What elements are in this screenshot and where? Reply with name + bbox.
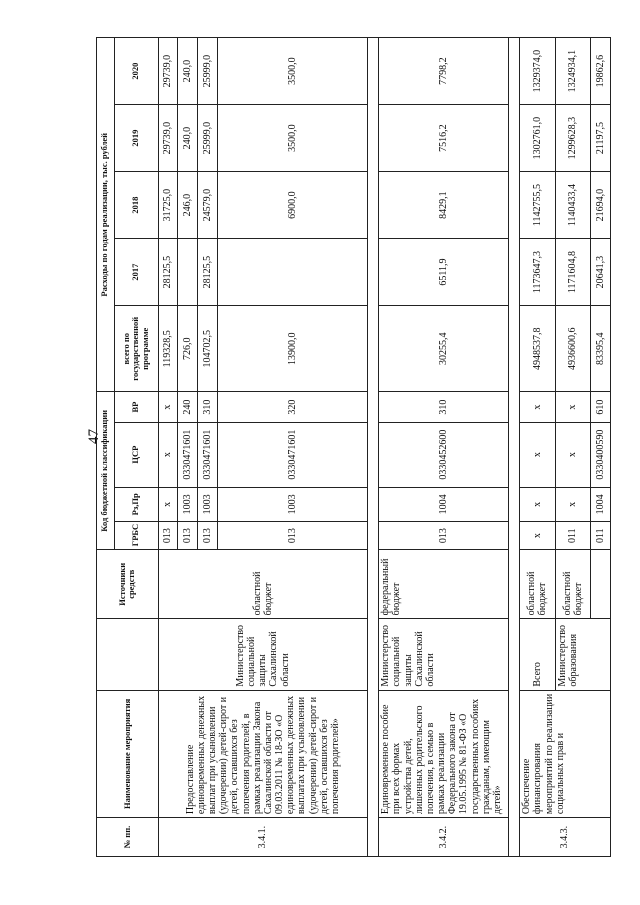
cell-2020: 3500,0 <box>218 38 368 105</box>
cell-rzpr: 1004 <box>591 487 611 522</box>
funding-source <box>591 550 611 619</box>
cell-2018: 8429,1 <box>379 172 509 239</box>
cell-2019: 1299628,3 <box>555 105 590 172</box>
cell-total: 726,0 <box>178 306 198 392</box>
cell-csr: х <box>520 422 555 487</box>
cell-2018: 1140433,4 <box>555 172 590 239</box>
cell-vr: 310 <box>198 392 218 422</box>
cell-rzpr: 1003 <box>218 487 368 522</box>
header-2020: 2020 <box>114 38 158 105</box>
rotated-table-container <box>96 37 611 857</box>
executor: Министерство социальной защиты Сахалинской области <box>158 619 368 690</box>
header-expenses: Расходы по годам реализации, тыс. рублей <box>97 38 115 392</box>
cell-2020: 1324934,1 <box>555 38 590 105</box>
measure-name: Предоставление единовременных денежных выплат при усыновлении (удочерении) детей-сирот и детей, оставшихся без попечения родителей, в рамках реализации Закона Сахалинской области от 09.03.2011 № 18-ЗО «О единовременных денежных выплатах при усыновлении (удочерении) детей-сирот и детей, оставшихся без попечения родителей» <box>158 690 368 817</box>
cell-total: 30255,4 <box>379 306 509 392</box>
cell-total: 119328,5 <box>158 306 178 392</box>
cell-2020: 29739,0 <box>158 38 178 105</box>
header-budget-code: Код бюджетной классификации <box>97 392 115 550</box>
cell-csr: х <box>555 422 590 487</box>
cell-2017: 20641,3 <box>591 239 611 306</box>
header-num: № пп. <box>97 818 159 857</box>
table-row <box>379 38 509 857</box>
cell-rzpr: 1003 <box>178 487 198 522</box>
cell-2017: 28125,5 <box>158 239 178 306</box>
cell-2020: 7798,2 <box>379 38 509 105</box>
cell-rzpr: 1004 <box>379 487 509 522</box>
cell-total: 4936600,6 <box>555 306 590 392</box>
cell-grbs: х <box>520 522 555 550</box>
cell-grbs: 011 <box>591 522 611 550</box>
row-separator <box>509 38 520 857</box>
row-number: 3.4.2. <box>379 818 509 857</box>
budget-table <box>96 37 611 857</box>
header-2018: 2018 <box>114 172 158 239</box>
cell-2017 <box>178 239 198 306</box>
cell-2019: 3500,0 <box>218 105 368 172</box>
cell-vr: 320 <box>218 392 368 422</box>
measure-name: Единовременное пособие при всех формах устройства детей, лишенных родительского попечения, в семью в рамках реализации Федерального закона от 19.05.1995 № 81-ФЗ «О государственных пособиях гражданам, имеющим детей» <box>379 690 509 817</box>
funding-source: областной бюджет <box>158 550 368 619</box>
cell-2019: 7516,2 <box>379 105 509 172</box>
header-source: Источники средств <box>97 550 159 619</box>
cell-csr: 0330471601 <box>218 422 368 487</box>
row-number: 3.4.1. <box>158 818 368 857</box>
cell-2017: 28125,5 <box>198 239 218 306</box>
cell-grbs: 013 <box>218 522 368 550</box>
separator-cell <box>368 38 379 857</box>
header-row-1 <box>97 38 115 857</box>
cell-2018: 6900,0 <box>218 172 368 239</box>
cell-rzpr: 1003 <box>198 487 218 522</box>
executor-ministry: Министерство образования <box>555 619 610 690</box>
cell-vr: х <box>555 392 590 422</box>
header-vr: ВР <box>114 392 158 422</box>
cell-rzpr: х <box>158 487 178 522</box>
header-2017: 2017 <box>114 239 158 306</box>
cell-2018: 246,0 <box>178 172 198 239</box>
cell-2017: 6511,9 <box>379 239 509 306</box>
cell-vr: 310 <box>379 392 509 422</box>
header-csr: ЦСР <box>114 422 158 487</box>
cell-csr: 0330471601 <box>198 422 218 487</box>
cell-2018: 24579,0 <box>198 172 218 239</box>
page-number: 47 <box>86 429 102 444</box>
header-rzpr: Рз,Пр <box>114 487 158 522</box>
cell-vr: х <box>520 392 555 422</box>
cell-2017: 1171604,8 <box>555 239 590 306</box>
cell-2020: 240,0 <box>178 38 198 105</box>
cell-csr: х <box>158 422 178 487</box>
header-total: всего по государственной программе <box>114 306 158 392</box>
cell-vr: х <box>158 392 178 422</box>
header-executor <box>97 619 159 690</box>
cell-2019: 1302761,0 <box>520 105 555 172</box>
table-row <box>158 38 178 857</box>
measure-name: Обеспечение финансирования мероприятий по реализации социальных прав и <box>520 690 611 817</box>
cell-2019: 25999,0 <box>198 105 218 172</box>
row-separator <box>368 38 379 857</box>
funding-source: федеральный бюджет <box>379 550 509 619</box>
cell-rzpr: х <box>520 487 555 522</box>
cell-2020: 19862,6 <box>591 38 611 105</box>
header-name: Наименование мероприятия <box>97 690 159 817</box>
header-2019: 2019 <box>114 105 158 172</box>
cell-total: 104702,5 <box>198 306 218 392</box>
cell-total: 4948537,8 <box>520 306 555 392</box>
cell-csr: 0330400590 <box>591 422 611 487</box>
cell-total: 83395,4 <box>591 306 611 392</box>
cell-vr: 240 <box>178 392 198 422</box>
header-grbs: ГРБС <box>114 522 158 550</box>
cell-grbs: 013 <box>379 522 509 550</box>
cell-2017 <box>218 239 368 306</box>
cell-2019: 21197,5 <box>591 105 611 172</box>
cell-2019: 240,0 <box>178 105 198 172</box>
cell-csr: 0330471601 <box>178 422 198 487</box>
table-row <box>520 38 555 857</box>
funding-source: областной бюджет <box>555 550 590 619</box>
row-number: 3.4.3. <box>520 818 611 857</box>
cell-2018: 21694,0 <box>591 172 611 239</box>
cell-2020: 25999,0 <box>198 38 218 105</box>
cell-2017: 1173647,3 <box>520 239 555 306</box>
executor-all: Всего <box>520 619 555 690</box>
cell-grbs: 011 <box>555 522 590 550</box>
cell-2018: 1142755,5 <box>520 172 555 239</box>
cell-csr: 0330452600 <box>379 422 509 487</box>
cell-2019: 29739,0 <box>158 105 178 172</box>
cell-rzpr: х <box>555 487 590 522</box>
cell-vr: 610 <box>591 392 611 422</box>
cell-grbs: 013 <box>158 522 178 550</box>
cell-2018: 31725,0 <box>158 172 178 239</box>
separator-cell <box>509 38 520 857</box>
cell-2020: 1329374,0 <box>520 38 555 105</box>
funding-source: областной бюджет <box>520 550 555 619</box>
cell-grbs: 013 <box>198 522 218 550</box>
executor: Министерство социальной защиты Сахалинской области <box>379 619 509 690</box>
cell-grbs: 013 <box>178 522 198 550</box>
cell-total: 13900,0 <box>218 306 368 392</box>
